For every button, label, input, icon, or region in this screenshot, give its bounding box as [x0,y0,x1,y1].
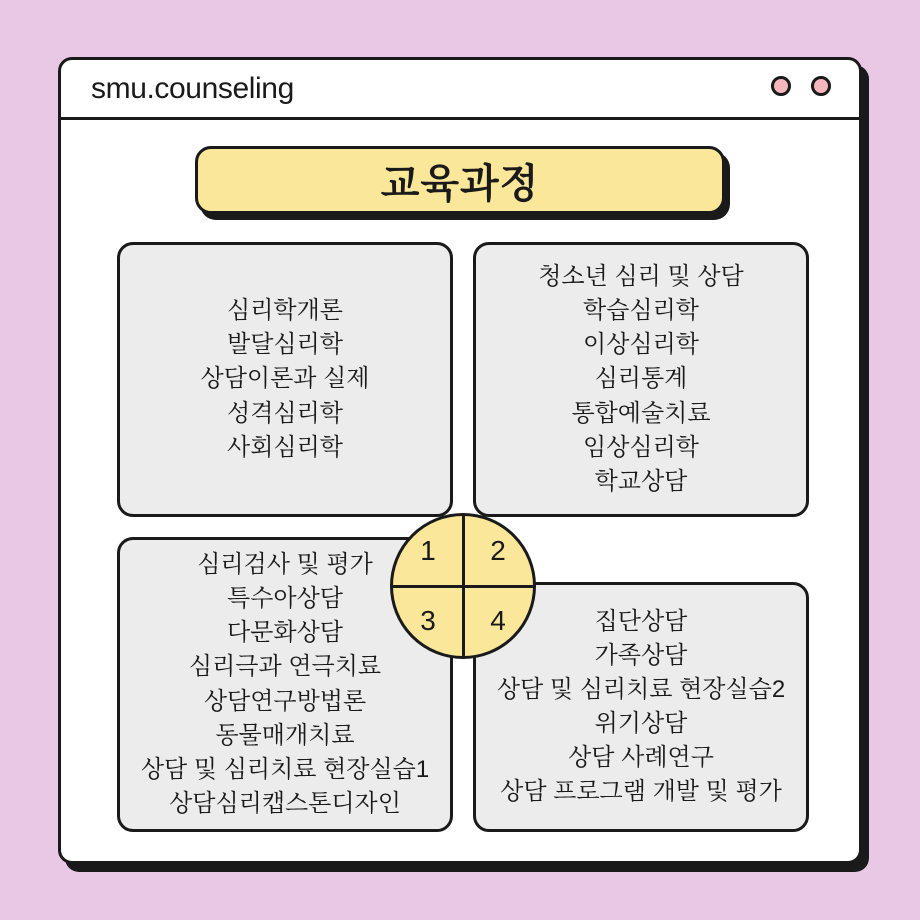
course-item: 동물매개치료 [215,721,355,749]
course-item: 임상심리학 [583,433,699,461]
browser-window [58,57,862,864]
course-item: 발달심리학 [227,331,343,359]
page-title-pill [195,146,725,214]
course-item: 상담심리캡스톤디자인 [169,789,401,817]
window-title: smu.counseling [91,72,294,105]
window-titlebar [61,60,859,120]
course-item: 가족상담 [594,641,688,669]
course-item: 통합예술치료 [571,399,711,427]
course-item: 다문화상담 [227,619,343,647]
course-item: 특수아상담 [227,585,343,613]
circle-number-2: 2 [490,535,506,566]
window-controls [771,76,831,96]
course-item: 상담이론과 실제 [200,365,370,393]
course-item: 상담 및 심리치료 현장실습1 [140,755,430,783]
page-title-wrap [61,146,859,214]
quadrant-2 [473,242,809,517]
course-item: 심리학개론 [227,297,343,325]
course-item: 상담 프로그램 개발 및 평가 [500,778,782,806]
course-item: 심리검사 및 평가 [197,551,373,579]
curriculum-grid [117,242,809,832]
course-item: 성격심리학 [227,399,343,427]
course-item: 상담 사례연구 [568,744,714,772]
course-item: 청소년 심리 및 상담 [538,263,744,291]
course-item: 상담 및 심리치료 현장실습2 [496,675,786,703]
circle-number-4: 4 [490,605,506,636]
window-dot-1-icon[interactable] [771,76,791,96]
course-item: 이상심리학 [583,331,699,359]
course-item: 집단상담 [594,607,688,635]
course-item: 심리극과 연극치료 [188,653,382,681]
course-item: 상담연구방법론 [203,687,367,715]
course-item: 학교상담 [594,467,688,495]
window-dot-2-icon[interactable] [811,76,831,96]
course-item: 학습심리학 [583,297,699,325]
circle-number-3: 3 [420,605,436,636]
page-title: 교육과정 [380,161,540,206]
center-quadrant-circle [390,513,536,659]
course-item: 심리통계 [594,365,688,393]
course-item: 사회심리학 [227,433,343,461]
circle-number-1: 1 [420,535,436,566]
quadrant-1 [117,242,453,517]
course-item: 위기상담 [594,710,688,737]
